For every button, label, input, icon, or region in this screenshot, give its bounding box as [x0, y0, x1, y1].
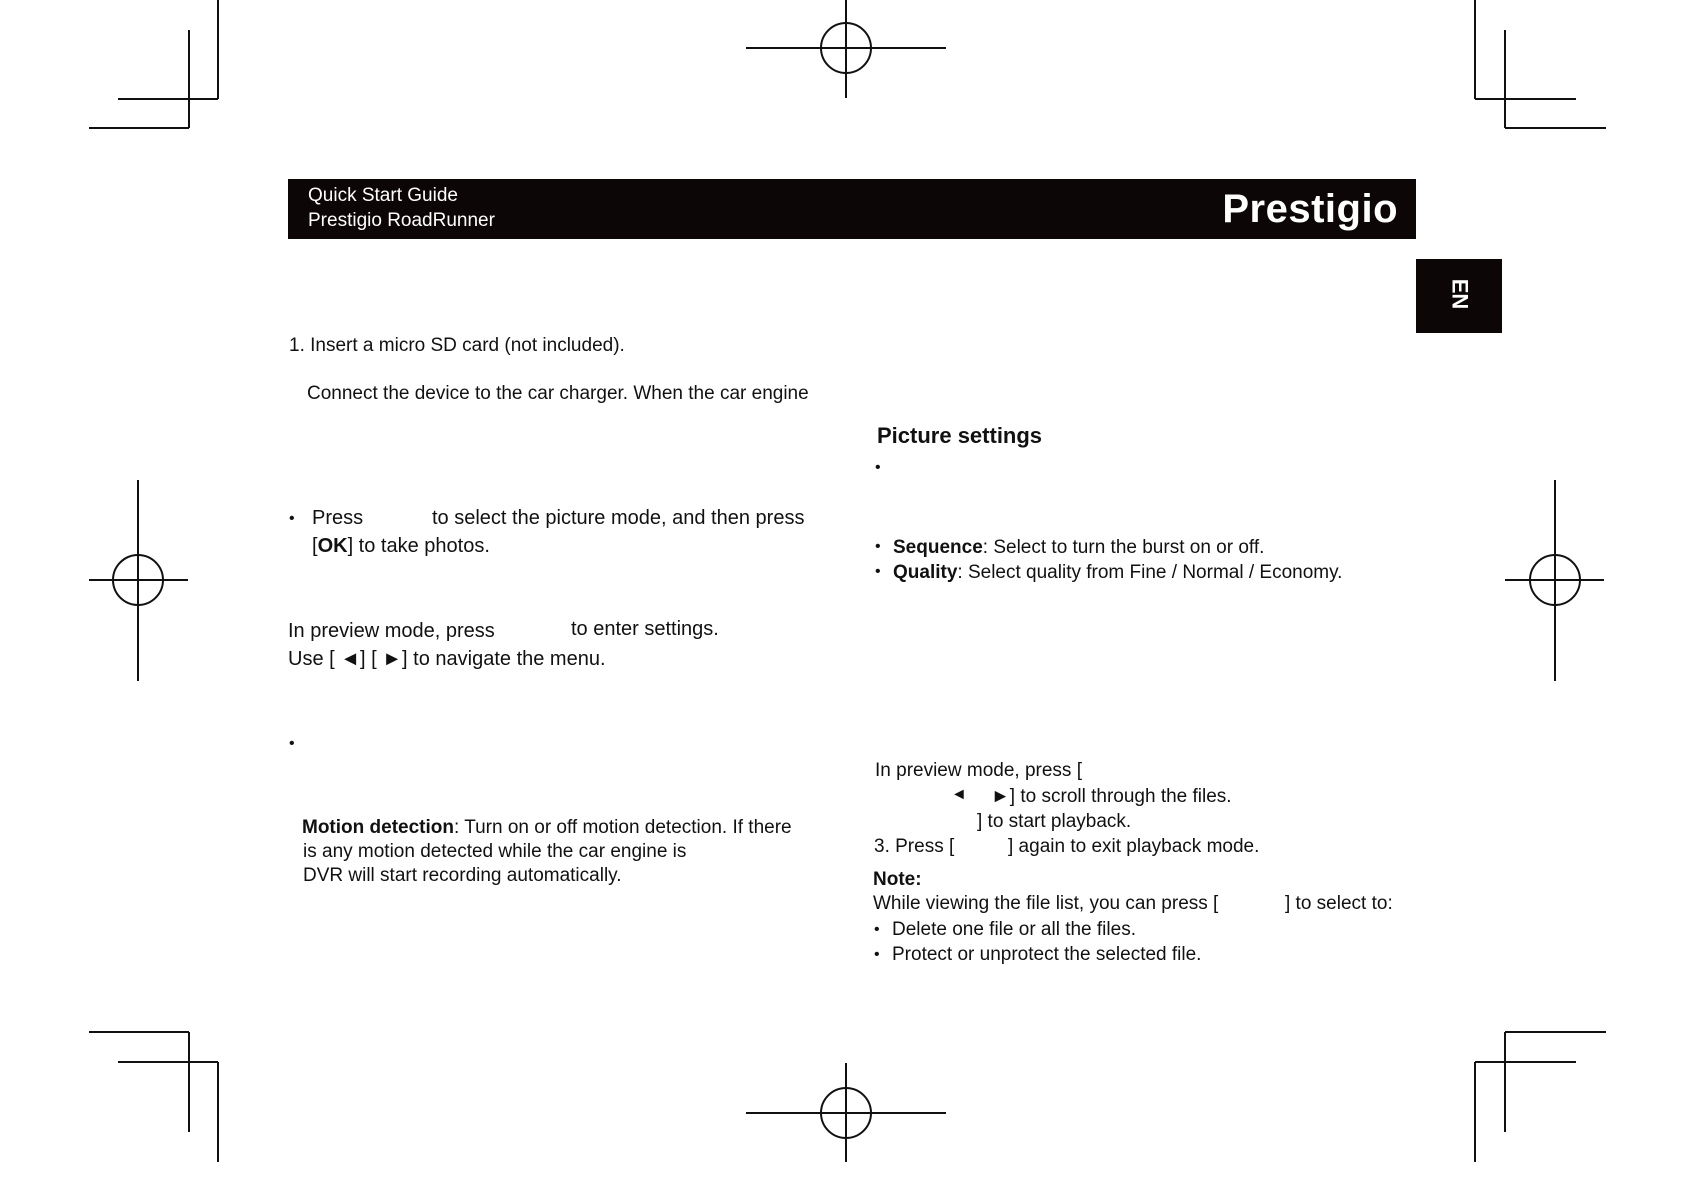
motion-detection-line-2: is any motion detected while the car engine is	[303, 841, 687, 862]
left-arrow-icon: ◄	[951, 786, 967, 803]
bullet: •	[875, 459, 881, 476]
quality-text: : Select quality from Fine / Normal / Economy.	[957, 562, 1343, 583]
guide-title: Quick Start Guide	[308, 185, 458, 206]
sequence-item	[893, 537, 1264, 559]
exit-press-label: 3. Press [	[874, 836, 955, 857]
take-photo-text: ] to take photos.	[347, 535, 490, 557]
quality-label: Quality	[893, 562, 958, 583]
product-name: Prestigio RoadRunner	[308, 210, 495, 231]
sequence-label: Sequence	[893, 537, 983, 558]
note-item-delete: Delete one file or all the files.	[892, 919, 1136, 940]
picture-settings-heading: Picture settings	[877, 423, 1043, 448]
start-playback-instruction: ] to start playback.	[977, 811, 1132, 832]
note-text: While viewing the file list, you can press [	[873, 893, 1219, 914]
take-photo-instruction	[312, 535, 490, 558]
brand-logo: Prestigio	[1222, 187, 1398, 231]
note-item-protect: Protect or unprotect the selected file.	[892, 944, 1202, 965]
header-bar	[288, 179, 1416, 239]
playback-preview-line: In preview mode, press [	[875, 760, 1082, 781]
exit-playback-instruction: ] again to exit playback mode.	[1008, 836, 1260, 857]
motion-detection-text: : Turn on or off motion detection. If there	[453, 817, 792, 838]
bullet: •	[875, 563, 881, 580]
ok-key: OK	[317, 535, 348, 557]
note-label: Note:	[873, 869, 922, 890]
motion-detection-line	[302, 817, 792, 839]
motion-detection-line-3: DVR will start recording automatically.	[303, 865, 622, 886]
step-connect-charger: Connect the device to the car charger. When the car engine	[307, 383, 809, 404]
preview-press-label: In preview mode, press	[288, 620, 495, 642]
bullet: •	[874, 946, 880, 963]
bracket-open: [	[312, 535, 318, 557]
enter-settings-text: to enter settings.	[571, 618, 719, 640]
bullet: •	[875, 538, 881, 555]
sequence-text: : Select to turn the burst on or off.	[982, 537, 1265, 558]
bullet: •	[874, 921, 880, 938]
scroll-files-instruction: ►] to scroll through the files.	[991, 786, 1232, 807]
picture-mode-instruction: to select the picture mode, and then press	[432, 507, 805, 529]
motion-detection-label: Motion detection	[302, 817, 454, 838]
navigate-instruction: Use [ ◄] [ ►] to navigate the menu.	[288, 648, 606, 670]
bullet: •	[289, 510, 295, 527]
language-label: EN	[1447, 278, 1473, 310]
press-label: Press	[312, 507, 364, 529]
language-tab	[1416, 259, 1502, 333]
quality-item	[893, 562, 1342, 584]
step-insert-sd: 1. Insert a micro SD card (not included).	[289, 335, 625, 356]
bullet: •	[289, 735, 295, 752]
note-select-text: ] to select to:	[1285, 893, 1393, 914]
